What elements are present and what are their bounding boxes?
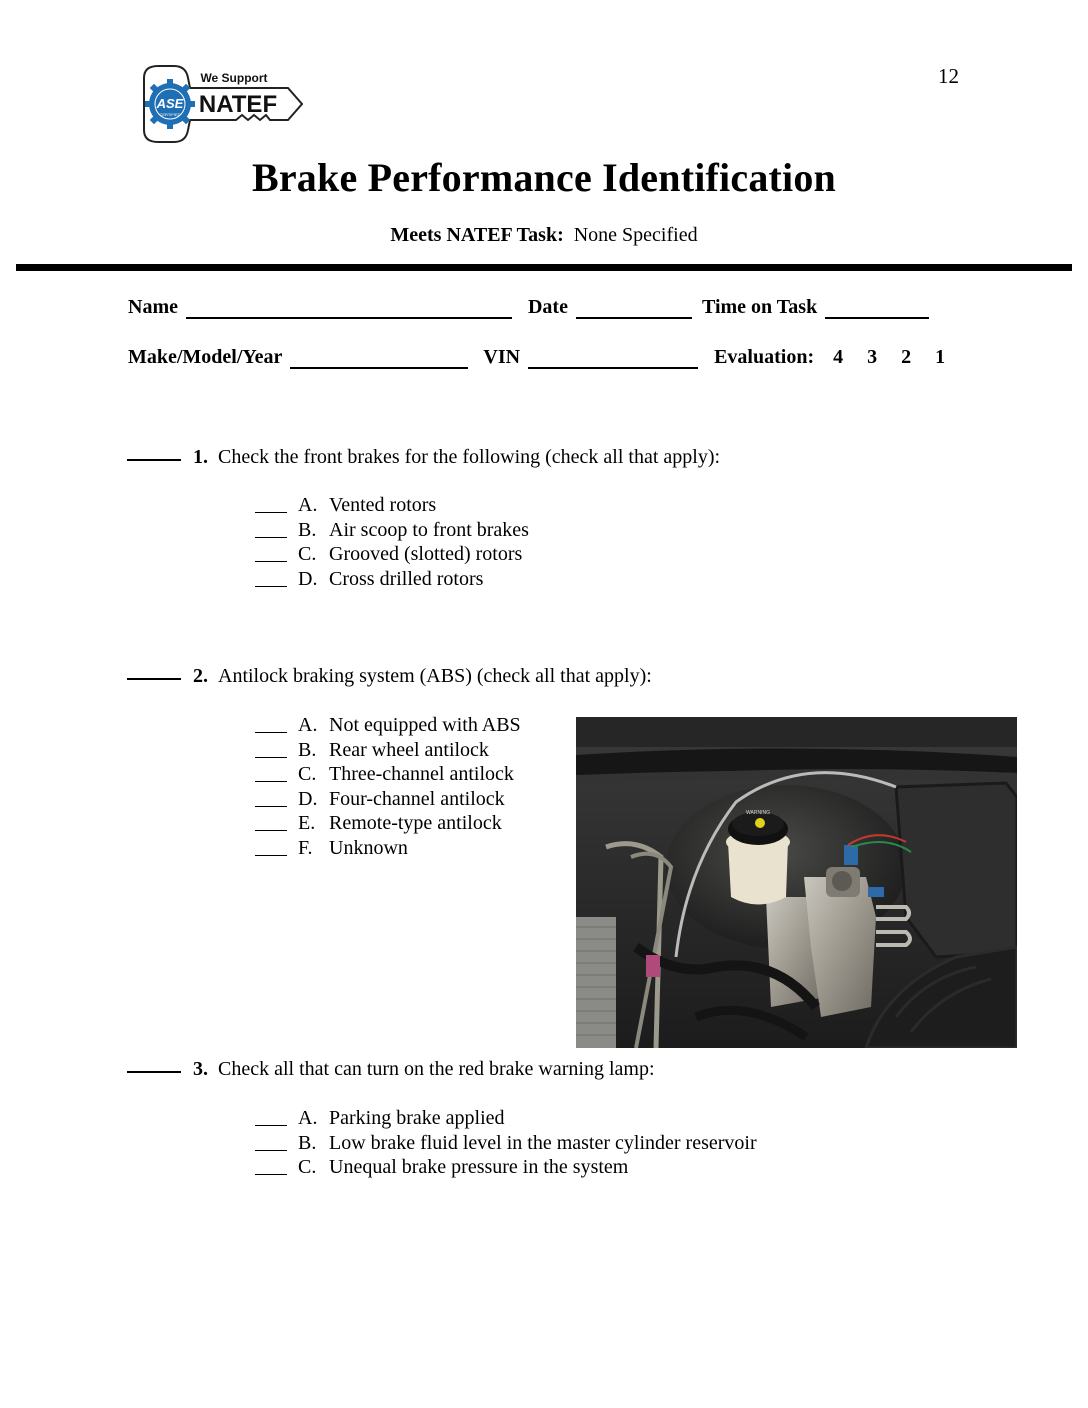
svg-text:ASE: ASE [156,96,184,111]
header-row-2 [128,346,945,369]
natef-logo [130,58,310,150]
natef-task-label: Meets NATEF Task: [390,224,564,246]
evaluation-score-2[interactable]: 2 [901,346,912,368]
option-item [255,714,521,739]
option-letter: A. [298,714,318,736]
option-letter: D. [298,567,318,590]
date-label: Date [527,296,568,318]
option-check-blank[interactable] [255,1123,287,1126]
question-text: Check all that can turn on the red brake warning lamp: [218,1058,655,1080]
key-logo-icon [130,58,310,150]
option-text: Air scoop to front brakes [329,518,529,541]
question-3-options [255,1107,757,1181]
option-text: Vented rotors [329,494,437,516]
name-field[interactable] [186,299,512,319]
option-check-blank[interactable] [255,828,287,831]
question-2-score-blank[interactable] [127,676,181,680]
question-3-score-blank[interactable] [127,1069,181,1073]
option-letter: B. [298,1131,317,1154]
option-item [255,1132,757,1157]
option-item [255,1156,757,1181]
option-letter: C. [298,763,317,785]
evaluation-scores [814,346,945,369]
header-row-1 [128,296,939,319]
vin-label: VIN [483,346,521,368]
option-text: Three-channel antilock [329,763,514,785]
option-check-blank[interactable] [255,535,287,538]
option-text: Unequal brake pressure in the system [329,1156,629,1178]
option-text: Unknown [329,836,408,859]
svg-text:WARNING: WARNING [746,810,770,816]
vin-field[interactable] [528,349,698,369]
make-model-year-label: Make/Model/Year [128,346,283,368]
question-number: 2. [193,665,208,687]
option-item [255,739,521,764]
option-letter: E. [298,812,316,834]
option-text: Remote-type antilock [329,812,502,834]
evaluation-label: Evaluation: [714,346,815,368]
question-number: 1. [193,446,208,468]
option-item [255,494,529,519]
time-on-task-label: Time on Task [701,296,818,318]
option-item [255,812,521,837]
question-2-options [255,714,521,861]
time-on-task-field[interactable] [825,299,929,319]
question-1 [127,446,720,469]
name-label: Name [128,296,178,318]
svg-text:NATEF: NATEF [198,91,278,118]
option-letter: B. [298,518,317,541]
question-number: 3. [193,1058,208,1080]
svg-text:We Support: We Support [200,71,268,85]
option-letter: B. [298,738,317,761]
question-1-score-blank[interactable] [127,457,181,461]
question-text: Check the front brakes for the following (check all that apply): [218,446,721,468]
option-check-blank[interactable] [255,559,287,562]
option-item [255,788,521,813]
option-text: Cross drilled rotors [329,567,484,590]
option-letter: D. [298,787,318,810]
option-letter: A. [298,494,318,516]
natef-task-value: None Specified [573,224,698,246]
svg-text:CERTIFIED: CERTIFIED [159,112,181,117]
option-text: Not equipped with ABS [329,714,521,736]
question-3 [127,1058,655,1081]
option-item [255,519,529,544]
option-letter: C. [298,543,317,565]
option-check-blank[interactable] [255,1172,287,1175]
option-check-blank[interactable] [255,779,287,782]
header-divider [16,264,1072,271]
option-text: Grooved (slotted) rotors [329,543,523,565]
option-letter: F. [298,836,313,859]
option-text: Rear wheel antilock [329,738,489,761]
option-check-blank[interactable] [255,730,287,733]
option-check-blank[interactable] [255,510,287,513]
option-check-blank[interactable] [255,804,287,807]
option-check-blank[interactable] [255,853,287,856]
option-item [255,837,521,862]
option-check-blank[interactable] [255,584,287,587]
date-field[interactable] [576,299,692,319]
engine-bay-photo [576,717,1017,1048]
question-text: Antilock braking system (ABS) (check all that apply): [218,665,652,687]
option-check-blank[interactable] [255,1148,287,1151]
option-item [255,543,529,568]
option-text: Low brake fluid level in the master cylinder reservoir [329,1131,757,1154]
evaluation-score-3[interactable]: 3 [867,346,878,368]
make-model-year-field[interactable] [290,349,468,369]
option-item [255,568,529,593]
option-check-blank[interactable] [255,755,287,758]
question-1-options [255,494,529,592]
natef-task-line [0,224,1088,247]
option-item [255,1107,757,1132]
question-2 [127,665,652,688]
option-text: Parking brake applied [329,1107,505,1129]
page-number: 12 [938,64,959,88]
option-text: Four-channel antilock [329,787,505,810]
option-item [255,763,521,788]
option-letter: C. [298,1156,317,1178]
page-title: Brake Performance Identification [251,155,837,200]
evaluation-score-1[interactable]: 1 [935,346,946,368]
master-cylinder-photo-icon [576,717,1017,1048]
option-letter: A. [298,1107,318,1129]
evaluation-score-4[interactable]: 4 [833,346,844,368]
